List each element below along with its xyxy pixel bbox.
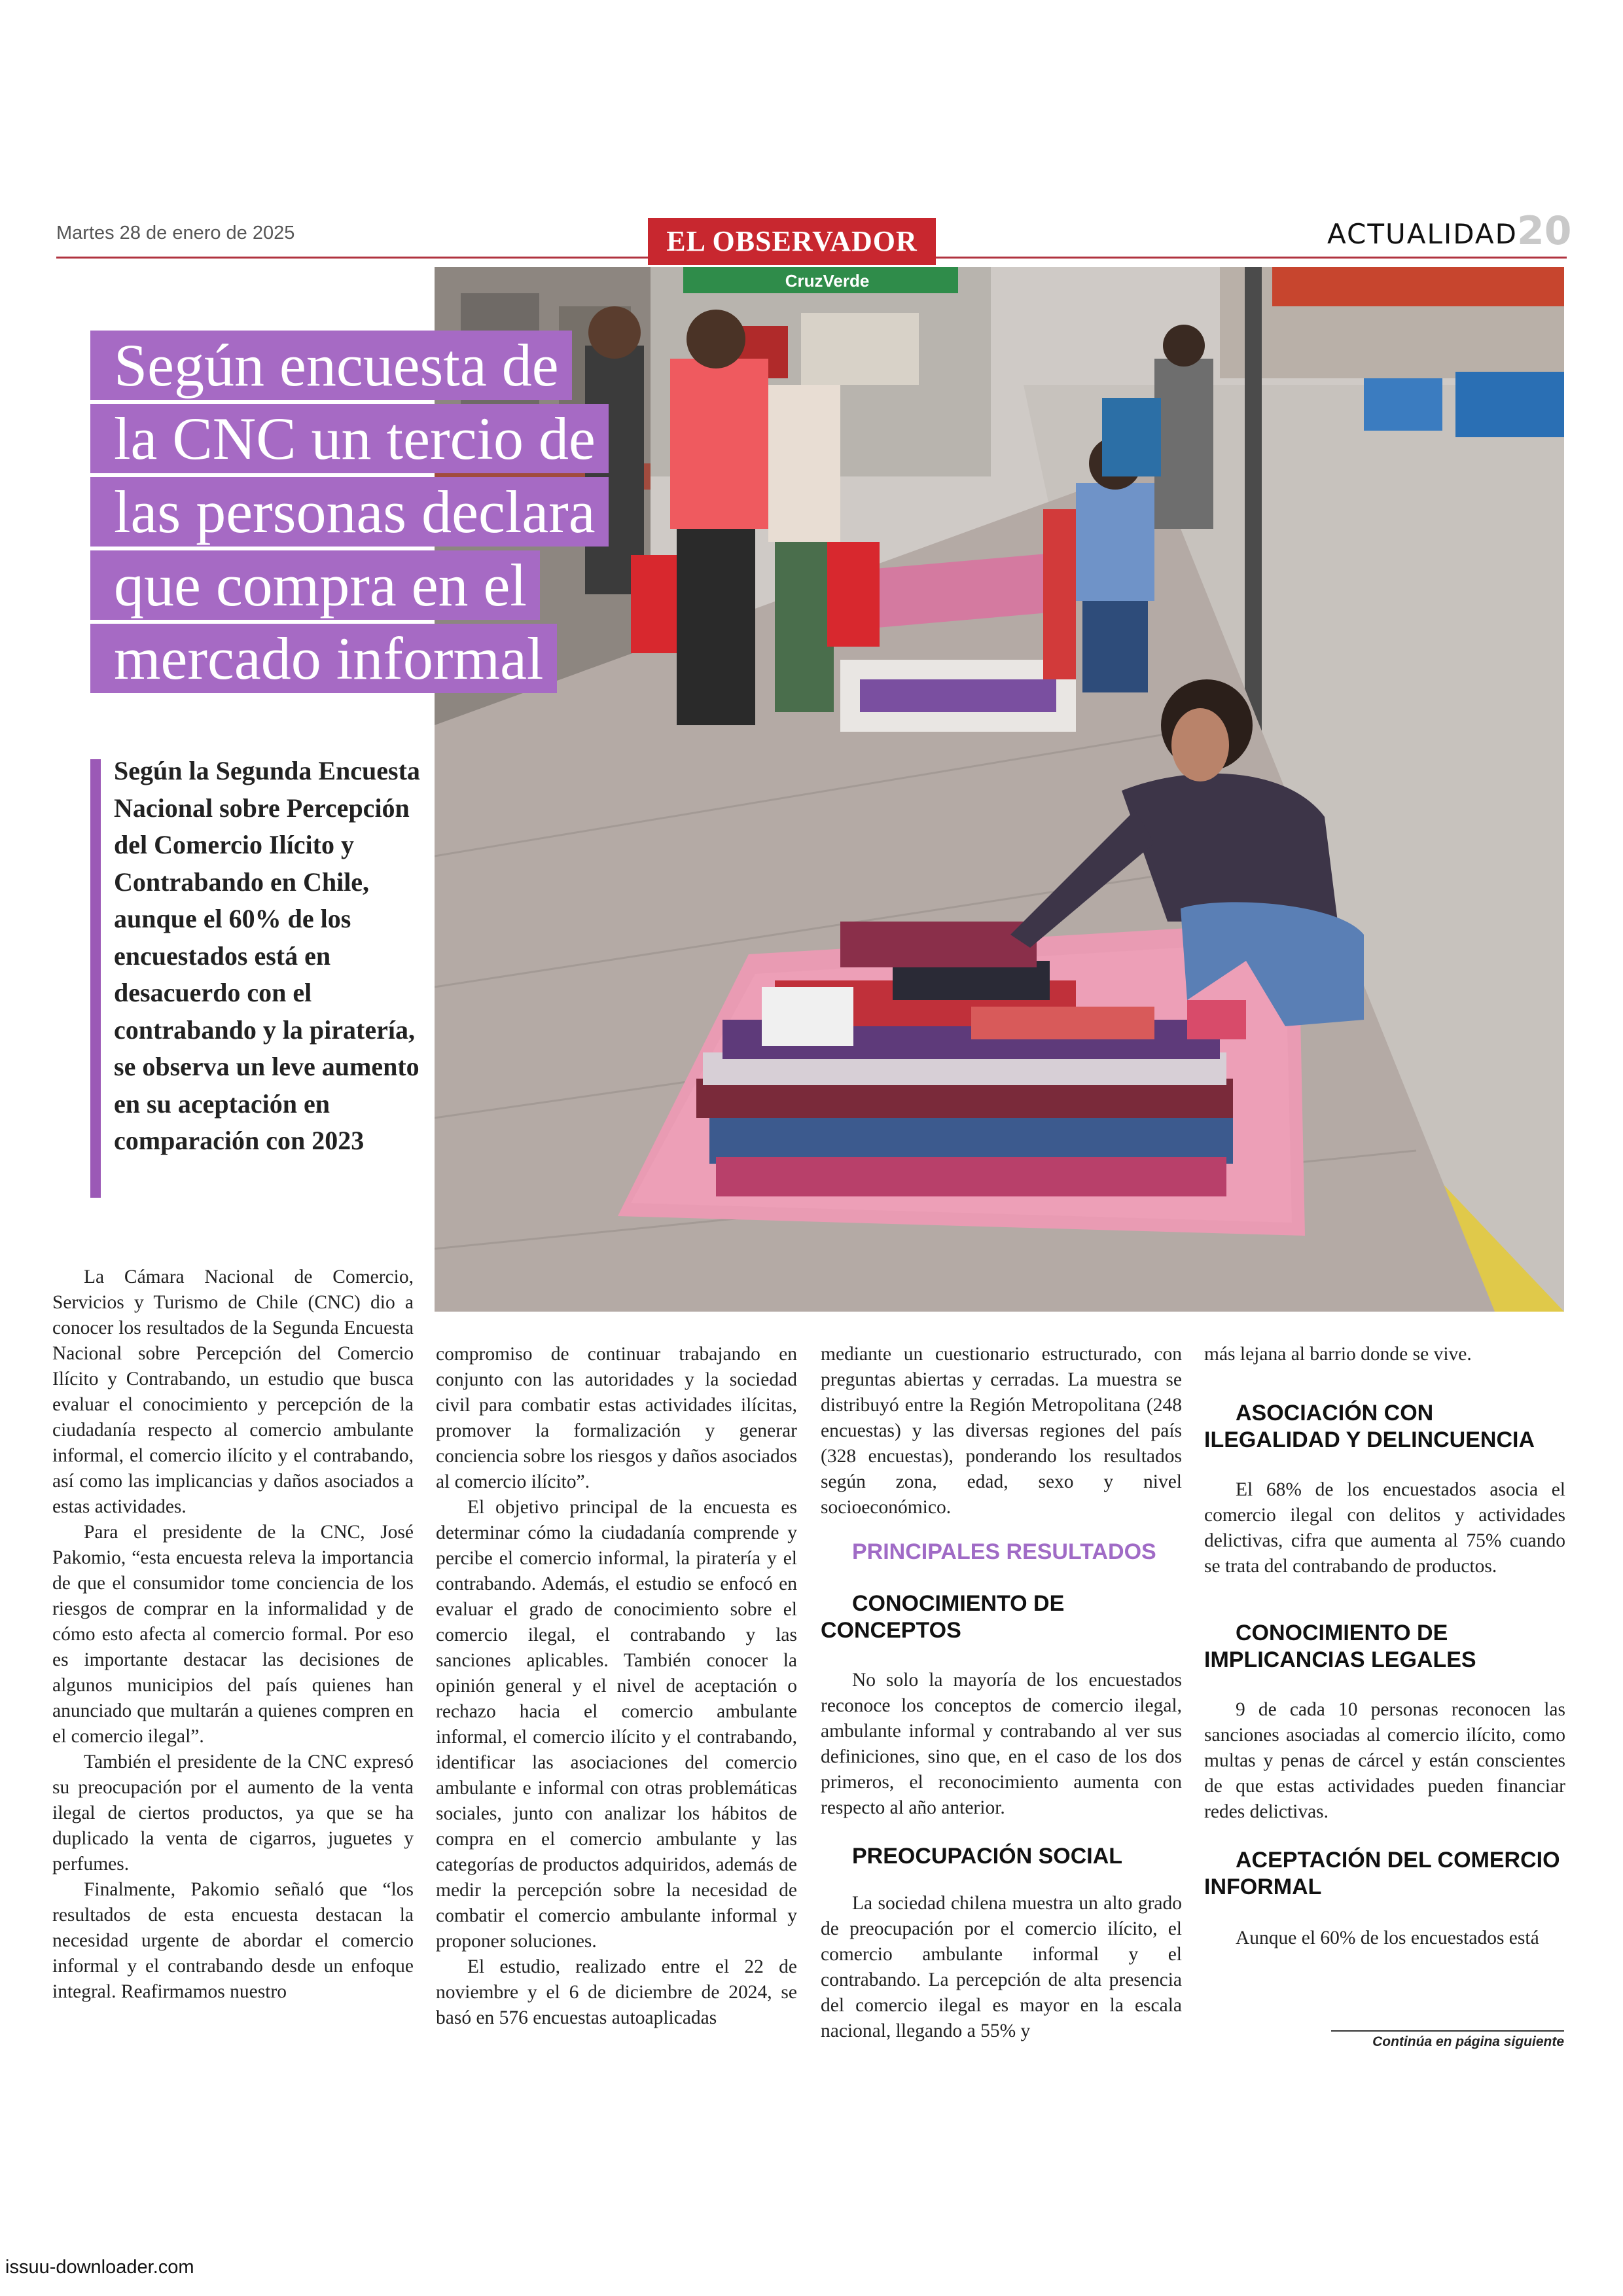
continued-note: Continúa en página siguiente <box>1372 2034 1564 2049</box>
body-column-2 <box>436 1342 797 2031</box>
watermark-text: issuu-downloader.com <box>5 2257 194 2278</box>
section-title: PRINCIPALES RESULTADOS <box>852 1539 1156 1564</box>
subheading-preocupacion-social: PREOCUPACIÓN SOCIAL <box>852 1844 1123 1869</box>
paragraph: Finalmente, Pakomio señaló que “los resultados de esta encuesta destacan la necesidad urgente de abordar el comercio informal y el contrabando desde un enfoque integral. Reafirmamos nuestro <box>52 1879 414 2002</box>
body-column-3 <box>821 1342 1182 2044</box>
paragraph: También el presidente de la CNC expresó su preocupación por el aumento de la venta ilegal de ciertos productos, ya que se ha duplicado la venta de cigarros, juguetes y perfumes. <box>52 1751 414 1874</box>
section-name: ACTUALIDAD <box>1327 218 1518 250</box>
headline-line-2: la CNC un tercio de <box>90 404 609 473</box>
paragraph: No solo la mayoría de los encuestados reconoce los conceptos de comercio ilegal, ambulante informal y contrabando al ver sus definiciones, sino que, en el caso de los dos primeros, el reconocimiento aumenta con respecto al año anterior. <box>821 1670 1182 1818</box>
paragraph: La Cámara Nacional de Comercio, Servicios y Turismo de Chile (CNC) dio a conocer los resultados de la Segunda Encuesta Nacional sobre Percepción del Comercio Ilícito y Contrabando, un estudio que busca evaluar el conocimiento y percepción de la ciudadanía respecto al comercio ambulante informal, el comercio ilícito y el contrabando, así como las implicancias y daños asociados a estas actividades. <box>52 1266 414 1517</box>
storefront-sign: CruzVerde <box>785 271 870 291</box>
paragraph: compromiso de continuar trabajando en conjunto con las autoridades y la sociedad civil para combatir estas actividades ilícitas, promover la formalización y generar conciencia sobre los riesgos y daños asociados al comercio ilícito”. <box>436 1344 797 1492</box>
deck-accent-bar <box>90 759 101 1198</box>
page-number: 20 <box>1517 208 1572 254</box>
body-column-4 <box>1204 1342 1565 1951</box>
paragraph: 9 de cada 10 personas reconocen las sanciones asociadas al comercio ilícito, como multas y penas de cárcel y están conscientes de que estas actividades pueden financiar redes delictivas. <box>1204 1699 1565 1822</box>
paragraph: Para el presidente de la CNC, José Pakomio, “esta encuesta releva la importancia de que el consumidor tome conciencia de los riesgos de comprar en la informalidad y de cómo esto afecta al comercio formal. Por eso es importante destacar las decisiones de algunos municipios del país quienes han anunciado que multarán a quienes compren en el comercio ilegal”. <box>52 1522 414 1747</box>
paragraph: El estudio, realizado entre el 22 de noviembre y el 6 de diciembre de 2024, se basó en 576 encuestas autoaplicadas <box>436 1956 797 2028</box>
subheading-conocimiento-conceptos: CONOCIMIENTO DE CONCEPTOS <box>821 1591 1065 1643</box>
paragraph: más lejana al barrio donde se vive. <box>1204 1344 1472 1365</box>
headline-line-5: mercado informal <box>90 624 557 693</box>
issue-date: Martes 28 de enero de 2025 <box>56 223 295 243</box>
headline-line-1: Según encuesta de <box>90 331 572 400</box>
paragraph: mediante un cuestionario estructurado, con preguntas abiertas y cerradas. La muestra se distribuyó entre la Región Metropolitana (248 encuestas) y las diversas regiones del país (328 encuestas), ponderando los resultados según zona, edad, sexo y nivel socioeconómico. <box>821 1344 1182 1518</box>
paragraph: El 68% de los encuestados asocia el comercio ilegal con delitos y actividades delictivas, cifra que aumenta al 75% cuando se trata del contrabando de productos. <box>1204 1479 1565 1577</box>
paragraph: El objetivo principal de la encuesta es determinar cómo la ciudadanía comprende y percibe el comercio informal, la piratería y el contrabando. Además, el estudio se enfocó en evaluar el grado de conocimiento sobre el comercio ilegal, el contrabando y las sanciones aplicables. También conocer la opinión general y el nivel de aceptación o rechazo hacia el comercio ambulante informal, el comercio ilícito y el contrabando, identificar las asociaciones del comercio ambulante e informal con otras problemáticas sociales, junto con analizar los hábitos de compra en el comercio ambulante y las categorías de productos adquiridos, además de medir la percepción sobre la necesidad de combatir el comercio ambulante informal y proponer soluciones. <box>436 1497 797 1952</box>
paragraph: La sociedad chilena muestra un alto grado de preocupación por el comercio ilícito, el comercio ambulante informal y el contrabando. La percepción de alta presencia del comercio ilegal es mayor en la escala nacional, llegando a 55% y <box>821 1893 1182 2041</box>
headline-line-3: las personas declara <box>90 477 609 547</box>
newspaper-logo: EL OBSERVADOR <box>648 218 936 265</box>
continued-rule <box>1331 2030 1564 2032</box>
headline-line-4: que compra en el <box>90 550 540 620</box>
article-deck: Según la Segunda Encuesta Nacional sobre Percepción del Comercio Ilícito y Contrabando en Chile, aunque el 60% de los encuestados está en desacuerdo con el contrabando y la piratería, se observa un leve aumento en su aceptación en comparación con 2023 <box>114 756 420 1155</box>
subheading-ilegalidad: ASOCIACIÓN CON ILEGALIDAD Y DELINCUENCIA <box>1204 1401 1535 1452</box>
paragraph: Aunque el 60% de los encuestados está <box>1236 1928 1539 1948</box>
subheading-aceptacion: ACEPTACIÓN DEL COMERCIO INFORMAL <box>1204 1848 1560 1899</box>
subheading-implicancias-legales: CONOCIMIENTO DE IMPLICANCIAS LEGALES <box>1204 1621 1476 1672</box>
body-column-1 <box>52 1265 414 2005</box>
